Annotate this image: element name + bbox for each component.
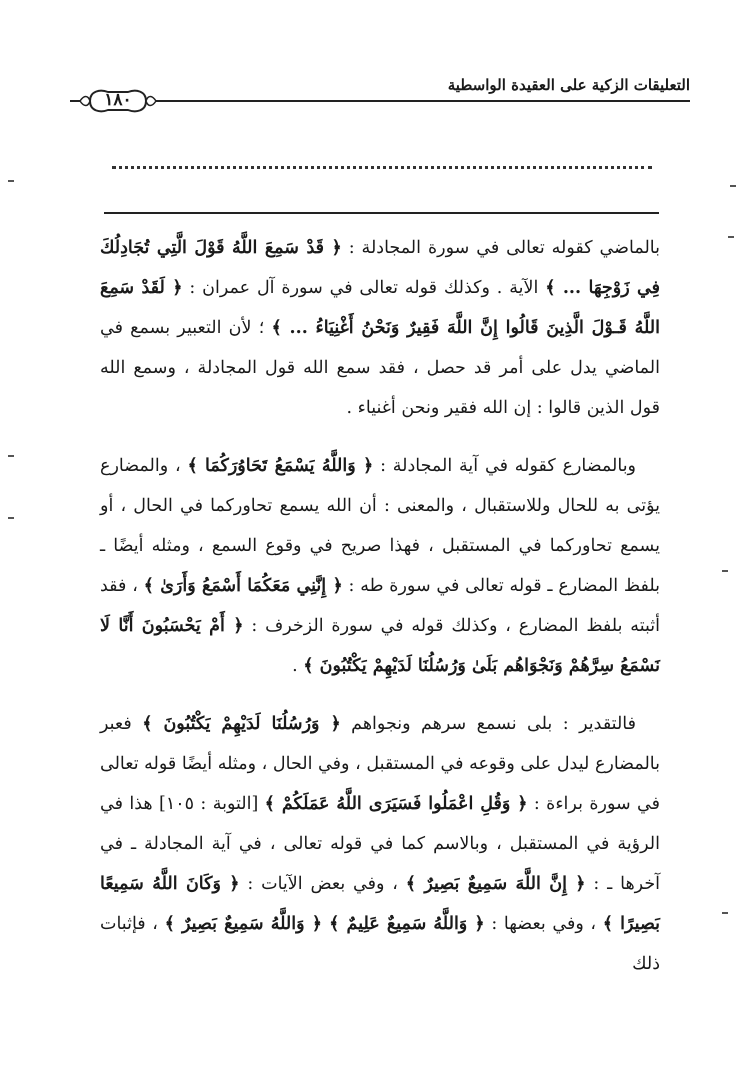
page-number-ornament (78, 86, 158, 116)
scan-mark (728, 236, 734, 238)
paragraph-3 (100, 704, 660, 984)
page-header (70, 70, 690, 120)
quran-verse: ﴿ وَاللَّهُ يَسْمَعُ تَحَاوُرَكُمَا ﴾ (187, 456, 374, 476)
quran-verse: ﴿ إِنَّ اللَّهَ سَمِيعٌ بَصِيرٌ ﴾ (405, 874, 586, 894)
quran-verse: ﴿ وَقُلِ اعْمَلُوا فَسَيَرَى اللَّهُ عَمَلَكُمْ ﴾ (264, 794, 528, 814)
page-number: ١٨٠ (104, 90, 132, 110)
text-segment: ؛ لأن التعبير بسمع في الماضي يدل على أمر قد حصل ، فقد سمع الله قول المجادلة ، وسمع الله قول الذين قالوا : إن الله فقير ونحن أغنياء . (100, 318, 660, 418)
scan-mark (722, 570, 728, 572)
scan-mark (8, 455, 14, 457)
paragraph-2 (100, 446, 660, 686)
text-segment: فعبر بالمضارع ليدل على وقوعه في المستقبل ، وفي الحال ، ومثله أيضًا قوله تعالى في سورة براءة : (100, 714, 660, 814)
quran-verse: ﴿ وَكَانَ اللَّهُ سَمِيعًا بَصِيرًا ﴾ (100, 874, 661, 934)
scan-mark (722, 912, 728, 914)
text-segment: فالتقدير : بلى نسمع سرهم ونجواهم (340, 714, 636, 734)
text-segment: بالماضي كقوله تعالى في سورة المجادلة : (341, 238, 660, 258)
dotted-divider (112, 166, 652, 169)
scan-mark (8, 180, 14, 182)
quran-verse: ﴿ لَقَدْ سَمِعَ اللَّهُ قَـوْلَ الَّذِينَ قَالُوا إِنَّ اللَّهَ فَقِيرٌ وَنَحْنُ أَغْنِيَاءُ ... ﴾ (100, 278, 660, 338)
text-segment: ، وفي بعض الآيات : (239, 874, 406, 894)
section-separator (104, 212, 659, 214)
text-segment: ، فإثبات ذلك (100, 914, 660, 974)
quran-verse: ﴿ أَمْ يَحْسَبُونَ أَنَّا لَا نَسْمَعُ سِرَّهُمْ وَنَجْوَاهُم بَلَىٰ وَرُسُلُنَا لَدَيْهِمْ يَكْتُبُونَ ﴾ (100, 616, 660, 676)
text-segment: ، وفي بعضها : (484, 914, 603, 934)
paragraph-1 (100, 228, 660, 428)
quran-verse: ﴿ وَاللَّهُ سَمِيعٌ عَلِيمٌ ﴾ ﴿ وَاللَّهُ سَمِيعٌ بَصِيرٌ ﴾ (164, 914, 485, 934)
text-segment: . (292, 656, 304, 676)
text-segment: ، فقد أثبته بلفظ المضارع ، وكذلك قوله في سورة الزخرف : (100, 576, 660, 636)
text-segment: الآية . وكذلك قوله تعالى في سورة آل عمران : (182, 278, 546, 298)
text-segment: [التوبة : ١٠٥] هذا في الرؤية في المستقبل ، وبالاسم كما في قوله تعالى ، في آية المجادلة ـ في آخرها ـ : (100, 794, 661, 894)
running-title: التعليقات الزكية على العقيدة الواسطية (447, 76, 690, 94)
text-segment: ، والمضارع يؤتى به للحال وللاستقبال ، والمعنى : أن الله يسمع تحاوركما في الحال ، أو يسمع تحاوركما في المستقبل ، فهذا صريح في وقوع السمع ، ومثله أيضًا ـ بلفظ المضارع ـ قوله تعالى في سورة طه : (100, 456, 660, 596)
quran-verse: ﴿ إِنَّنِي مَعَكُمَا أَسْمَعُ وَأَرَىٰ ﴾ (143, 576, 343, 596)
text-segment: وبالمضارع كقوله في آية المجادلة : (373, 456, 637, 476)
quran-verse: ﴿ قَدْ سَمِعَ اللَّهُ قَوْلَ الَّتِي تُجَادِلُكَ فِي زَوْجِهَا ... ﴾ (100, 238, 660, 298)
body-text (100, 228, 660, 1002)
scan-mark (730, 185, 736, 187)
scan-mark (8, 517, 14, 519)
header-rule (70, 100, 690, 102)
quran-verse: ﴿ وَرُسُلُنَا لَدَيْهِمْ يَكْتُبُونَ ﴾ (142, 714, 341, 734)
